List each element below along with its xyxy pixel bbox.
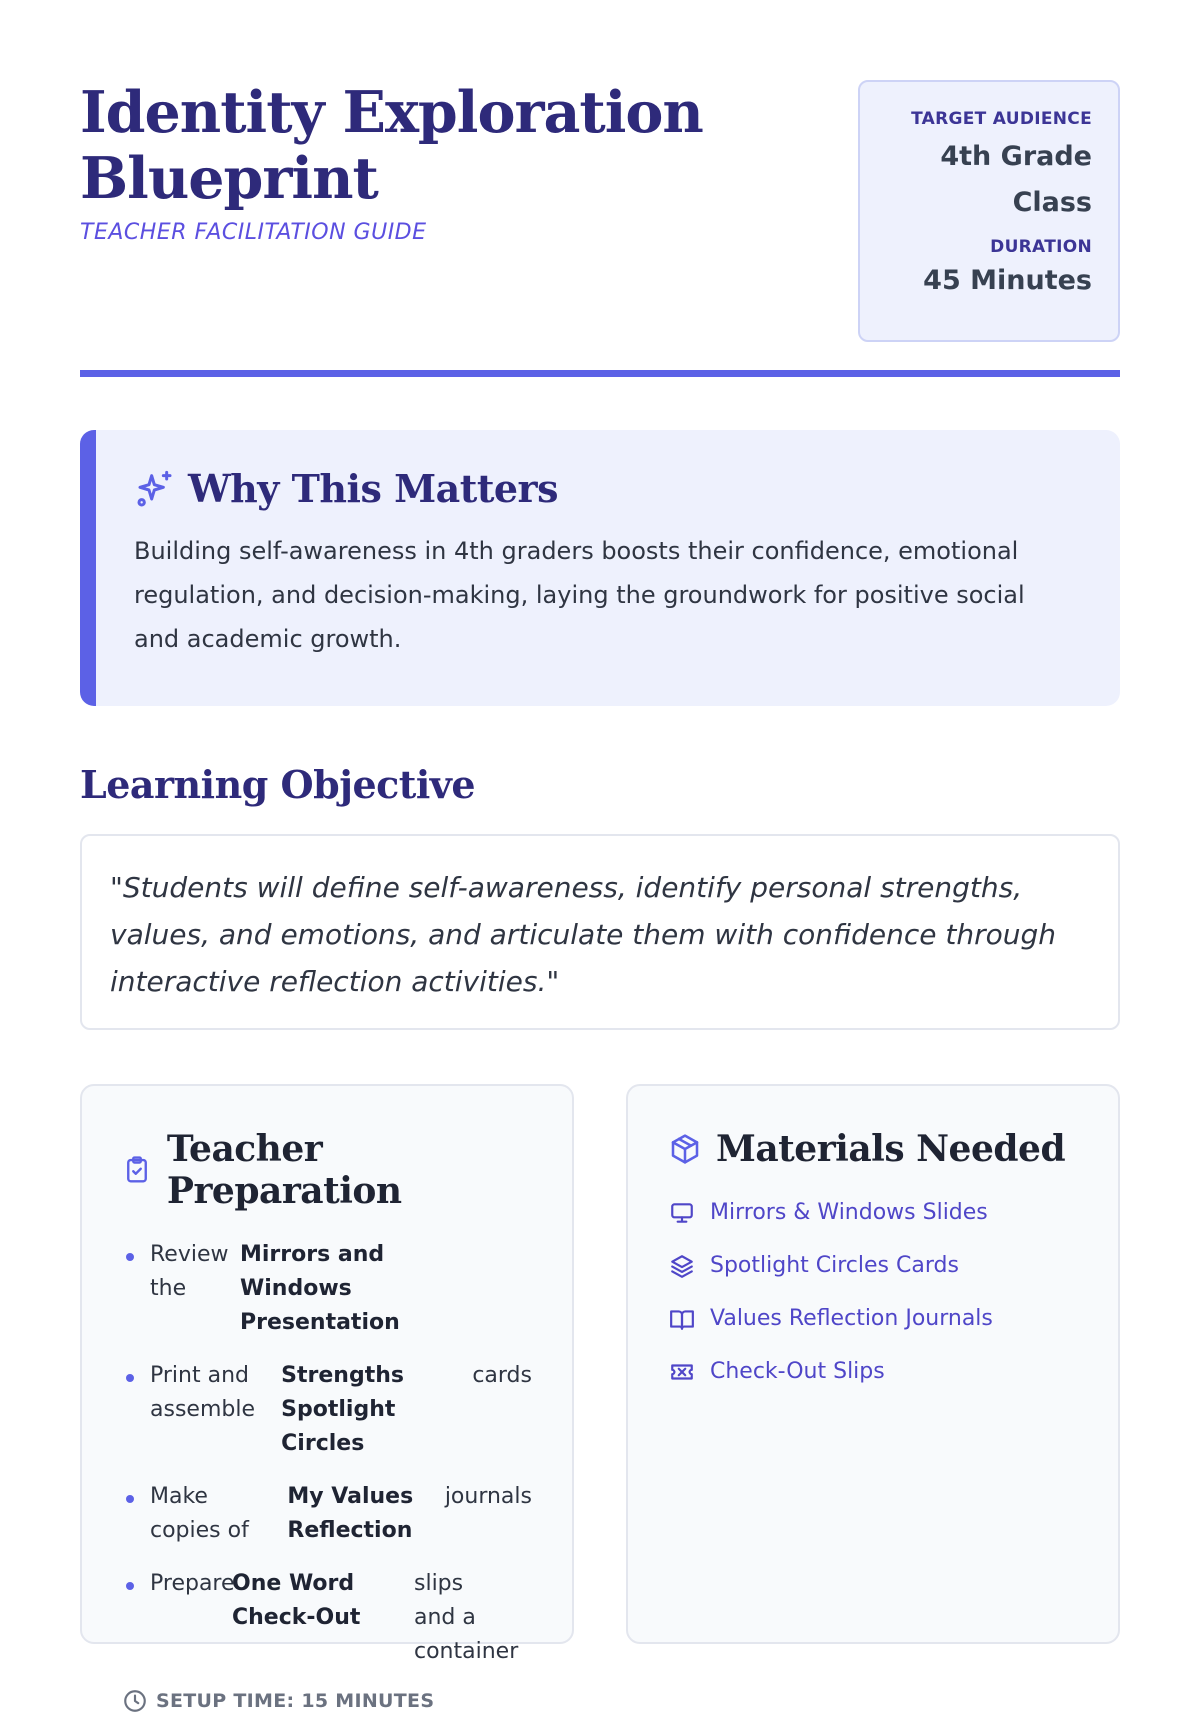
ticket-icon [668,1358,696,1386]
duration-label: DURATION [990,237,1092,257]
setup-time [122,1688,532,1714]
package-icon [668,1132,702,1166]
header [80,80,1120,376]
prep-heading: Teacher Preparation [166,1128,402,1212]
layers-icon [668,1252,696,1280]
objective-box [80,834,1120,1030]
materials-heading-row [668,1128,1078,1170]
header-divider [80,370,1120,377]
why-heading-row [134,466,1068,511]
prep-item-4 [122,1567,532,1669]
prep-item-suffix: cards [472,1363,532,1388]
materials-card [626,1084,1120,1644]
material-item-4 [668,1355,1078,1389]
audience-value: 4th Grade Class [940,141,1092,218]
objective-heading: Learning Objective [80,762,476,807]
material-label: Spotlight Circles Cards [710,1253,959,1278]
material-label: Mirrors & Windows Slides [710,1200,988,1225]
page-subtitle: TEACHER FACILITATION GUIDE [80,220,427,245]
material-item-3 [668,1302,1078,1336]
why-this-matters-panel [80,430,1120,706]
material-item-2 [668,1249,1078,1283]
prep-item-suffix: journals [444,1484,532,1509]
prep-item-resource: Strengths Spotlight Circles [281,1363,404,1456]
why-heading: Why This Matters [188,466,558,511]
prep-item-resource: Mirrors and Windows Presentation [240,1242,400,1335]
material-label: Values Reflection Journals [710,1306,993,1331]
sparkles-icon [134,468,176,510]
materials-heading: Materials Needed [716,1128,1066,1170]
prep-list [122,1238,532,1669]
clock-icon [122,1688,148,1714]
materials-list [668,1196,1078,1389]
setup-time-text: SETUP TIME: 15 MINUTES [156,1690,435,1712]
meta-card [858,80,1120,342]
monitor-icon [668,1199,696,1227]
prep-item-text: Prepare [150,1571,235,1596]
objective-text: "Students will define self-awareness, identify personal strengths, values, and emotions, and articulate them with confidence through interactive reflection activities." [110,871,1056,998]
book-open-icon [668,1305,696,1333]
page-title: Identity Exploration Blueprint [80,79,703,212]
teacher-preparation-card [80,1084,574,1712]
prep-item-2 [122,1359,532,1461]
duration-value: 45 Minutes [923,265,1092,296]
audience-label: TARGET AUDIENCE [911,109,1092,129]
prep-item-text: Print and assemble [150,1363,255,1422]
prep-heading-row [122,1128,532,1212]
prep-item-1 [122,1238,532,1340]
prep-item-resource: One Word Check-Out [232,1571,361,1630]
prep-item-text: Review the [150,1242,229,1301]
why-text: Building self-awareness in 4th graders boosts their confidence, emotional regulation, and decision-making, laying the groundwork for positive social and academic growth. [134,537,1025,653]
prep-item-resource: My Values Reflection [287,1484,414,1543]
material-item-1 [668,1196,1078,1230]
material-label: Check-Out Slips [710,1359,885,1384]
prep-item-3 [122,1480,532,1548]
prep-item-text: Make copies of [150,1484,249,1543]
clipboard-check-icon [122,1153,153,1187]
prep-item-suffix: slips and a container [414,1571,519,1664]
